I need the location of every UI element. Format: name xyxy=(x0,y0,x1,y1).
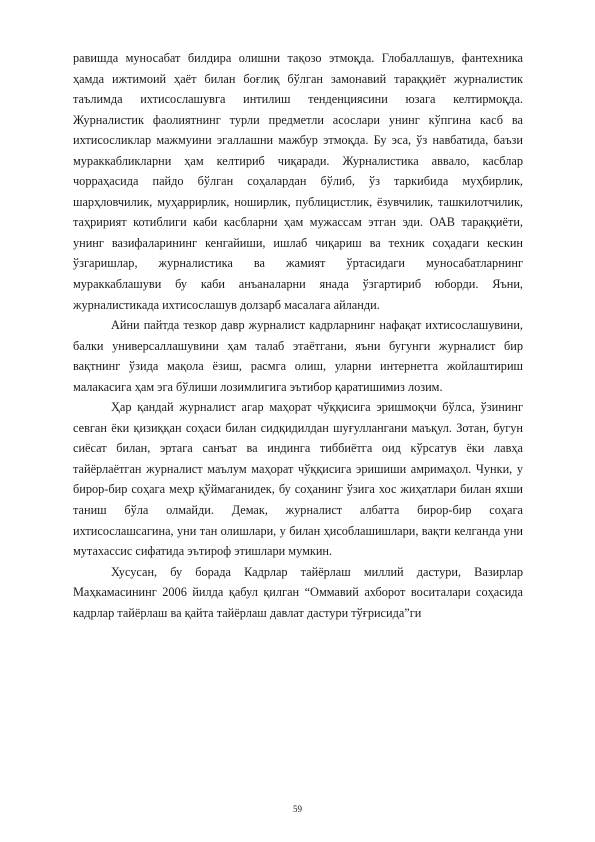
document-page xyxy=(73,48,523,623)
paragraph-2: Айни пайтда тезкор давр журналист кадрларнинг нафақат ихтисослашувини, балки универсаллашувини ҳам талаб этаётгани, яъни бугунги журналист бир вақтнинг ўзида мақола ёзиш, расмга олиш, уларни интернетга жойлаштириш малакасига ҳам эга бўлиши лозимлигига эътибор қаратишимиз лозим. xyxy=(73,318,523,394)
paragraph-1: равишда муносабат билдира олишни тақозо этмоқда. Глобаллашув, фантехника ҳамда ижтимоий ҳаёт билан боғлиқ бўлган замонавий тараққиёт журналистик таълимда ихтисослашувга интилиш тенденциясини юзага келтирмоқда. Журналистик фаолиятнинг турли предметли асослари унинг кўпгина касб ва ихтисосликлар мажмуини эгаллашни мажбур этмоқда. Бу эса, ўз навбатида, баъзи мураккабликларни ҳам келтириб чиқаради. Журналистика аввало, касблар чорраҳасида пайдо бўлган соҳалардан бўлиб, ўз таркибида муҳбирлик, шарҳловчилик, муҳаррирлик, ноширлик, публицистлик, ёзувчилик, ташкилотчилик, таҳририят котиблиги каби касбларни ҳам мужассам этган эди. ОАВ тараққиёти, унинг вазифаларининг кенгайиши, ишлаб чиқариш ва техник соҳадаги кескин ўзгаришлар, журналистика ва жамият ўртасидаги муносабатларнинг мураккаблашуви бу каби анъаналарни янада ўзгартириб юборди. Яъни, журналистикада ихтисослашув долзарб масалага айланди. xyxy=(73,51,523,312)
paragraph-4: Хусусан, бу борада Кадрлар тайёрлаш миллий дастури, Вазирлар Маҳкамасининг 2006 йилда қабул қилган “Оммавий ахборот воситалари соҳасида кадрлар тайёрлаш ва қайта тайёрлаш давлат дастури тўғрисида”ги xyxy=(73,564,523,620)
paragraph-3: Ҳар қандай журналист агар маҳорат чўққисига эришмоқчи бўлса, ўзининг севган ёки қизиққан соҳаси билан сидқидилдан шуғуллангани маъқул. Зотан, бугун сиёсат билан, эртага санъат ва индинга тиббиётга оид кўрсатув ёки лавҳа тайёрлаётган журналист маълум маҳорат чўққисига эришиши амримаҳол. Чунки, у бирор-бир соҳага меҳр қўймаганидек, бу соҳанинг ўзига хос жиҳатлари билан яхши таниш бўла олмайди. Демак, журналист албатта бирор-бир соҳага ихтисослашсагина, уни тан олишлари, у билан ҳисоблашишлари, вақти келганда уни мутахассис сифатида эътироф этишлари мумкин. xyxy=(73,400,523,559)
page-number: 59 xyxy=(293,804,302,814)
